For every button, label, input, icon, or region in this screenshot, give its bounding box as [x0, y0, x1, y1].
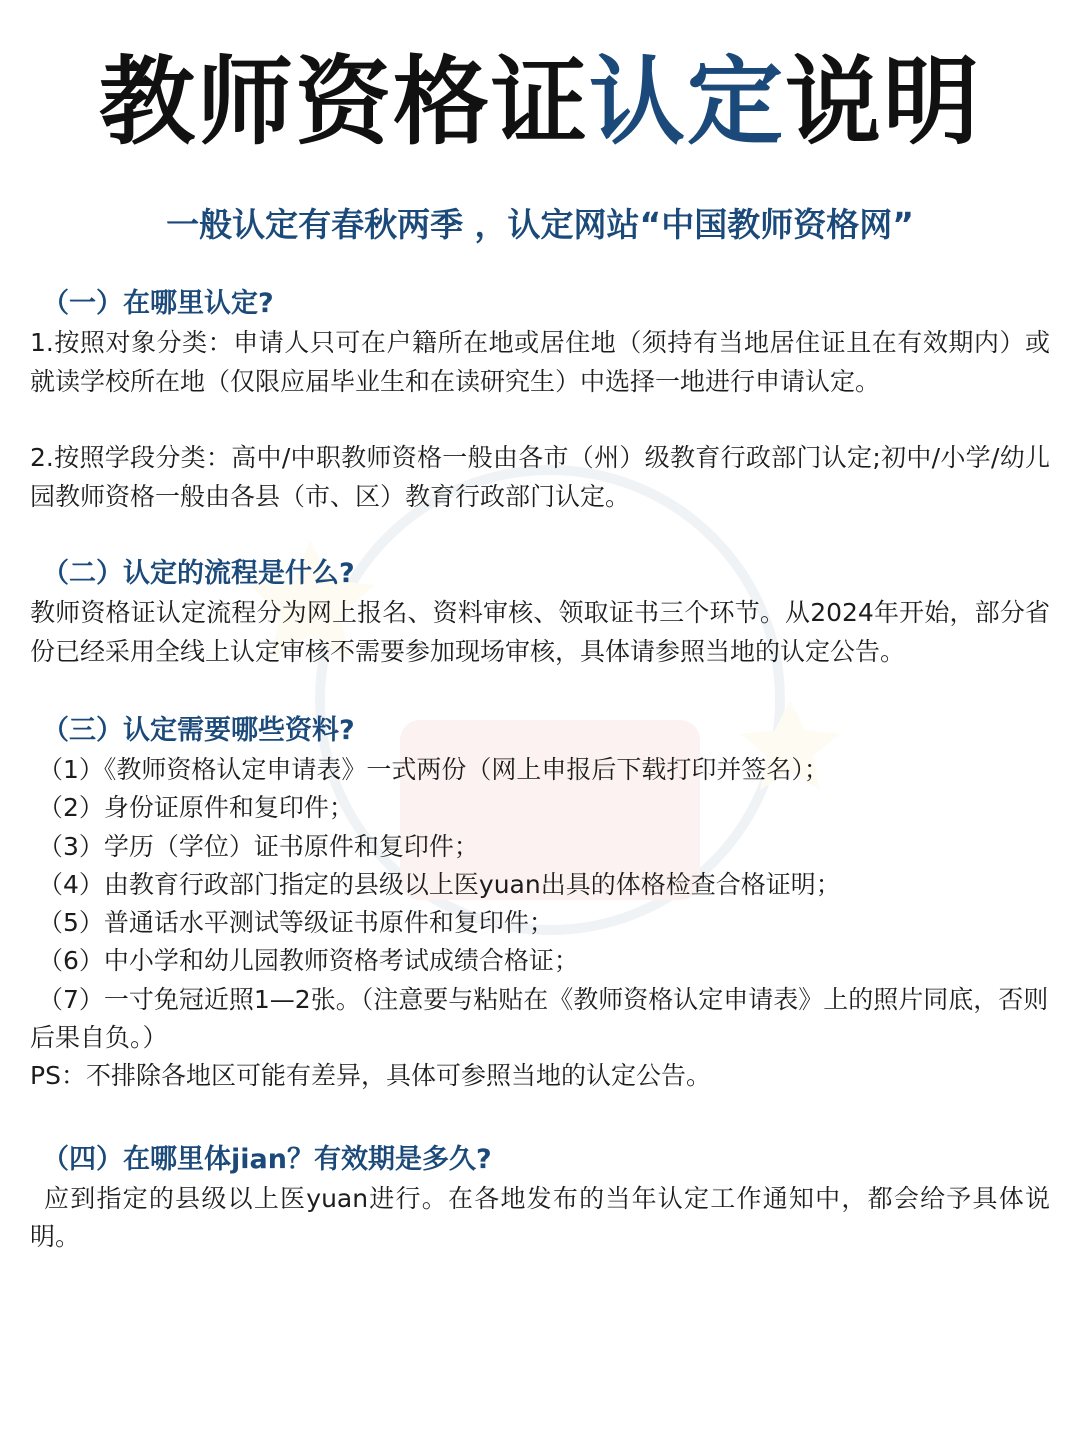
section-heading: （三）认定需要哪些资料? [42, 715, 355, 746]
list-item: （2）身份证原件和复印件； [38, 793, 354, 823]
paragraph: 教师资格证认定流程分为网上报名、资料审核、领取证书三个环节。从2024年开始，部分省份已经采用全线上认定审核不需要参加现场审核，具体请参照当地的认定公告。 [30, 598, 1050, 666]
section-materials [30, 711, 1050, 1096]
list-item: （1）《教师资格认定申请表》一式两份（网上申报后下载打印并签名）； [38, 755, 829, 784]
title-accent: 认定 [589, 46, 785, 158]
ps-note: PS：不排除各地区可能有差异，具体可参照当地的认定公告。 [30, 1061, 711, 1091]
list-item: （6）中小学和幼儿园教师资格考试成绩合格证； [38, 946, 579, 976]
section-heading: （二）认定的流程是什么? [42, 558, 355, 589]
paragraph: 2.按照学段分类：高中/中职教师资格一般由各市（州）级教育行政部门认定;初中/小学/幼儿园教师资格一般由各县（市、区）教育行政部门认定。 [30, 443, 1050, 511]
paragraph: 应到指定的县级以上医yuan进行。在各地发布的当年认定工作通知中，都会给予具体说明。 [30, 1183, 1050, 1252]
section-heading: （一）在哪里认定? [42, 288, 274, 319]
materials-list [30, 751, 1050, 1057]
list-item: （5）普通话水平测试等级证书原件和复印件； [38, 908, 554, 938]
list-item: （7）一寸免冠近照1—2张。（注意要与粘贴在《教师资格认定申请表》上的照片同底，否则后果自负。） [30, 984, 1049, 1053]
page-title [30, 0, 1050, 162]
title-part1: 教师资格证 [99, 46, 589, 158]
section-heading: （四）在哪里体jian？有效期是多久? [42, 1143, 492, 1175]
section-checkup [30, 1140, 1050, 1257]
spacer [30, 401, 1050, 439]
list-item: （4）由教育行政部门指定的县级以上医yuan出具的体格检查合格证明； [38, 869, 841, 899]
section-process [30, 554, 1050, 671]
page-subtitle: 一般认定有春秋两季 ，认定网站“中国教师资格网” [166, 205, 914, 244]
section-where [30, 284, 1050, 516]
paragraph: 1.按照对象分类：申请人只可在户籍所在地或居住地（须持有当地居住证且在有效期内）或就读学校所在地（仅限应届毕业生和在读研究生）中选择一地进行申请认定。 [30, 328, 1050, 396]
list-item: （3）学历（学位）证书原件和复印件； [38, 831, 479, 861]
title-part2: 说明 [785, 46, 981, 158]
